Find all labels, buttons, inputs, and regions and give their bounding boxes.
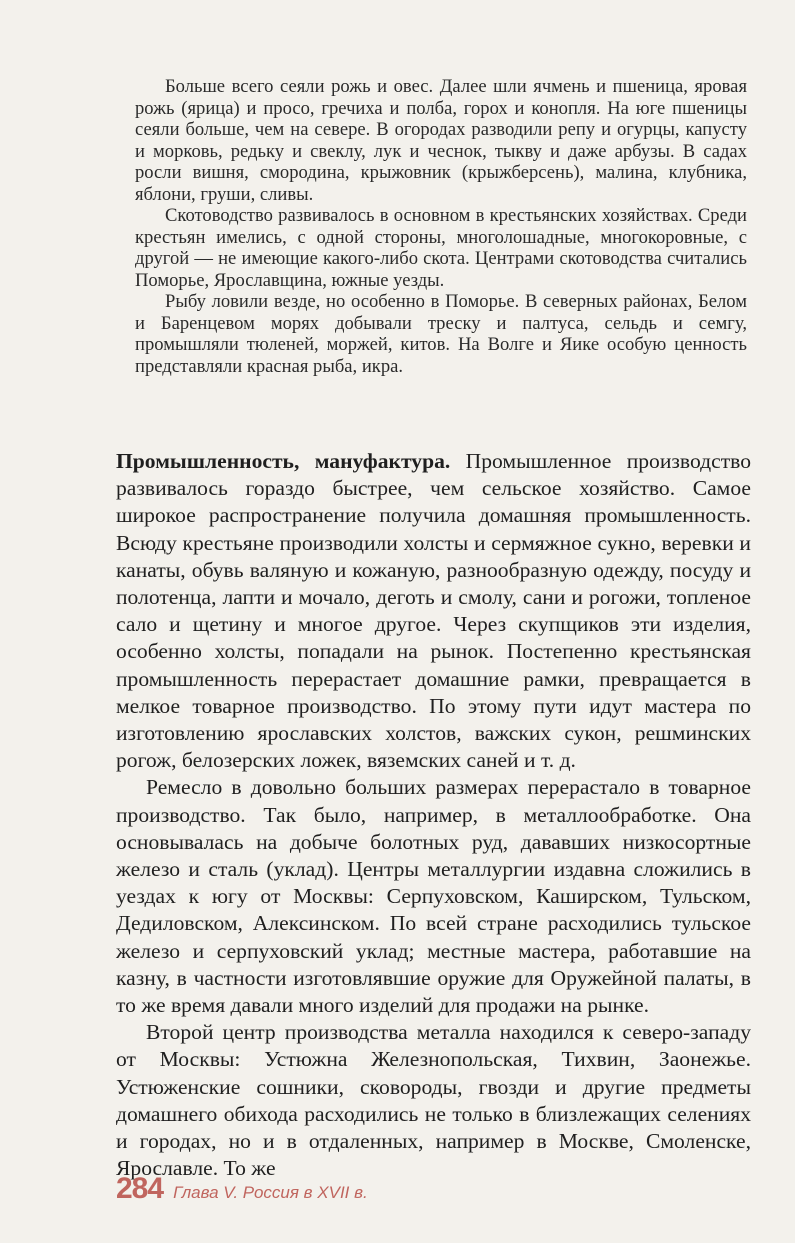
small-print-block xyxy=(135,76,747,377)
paragraph-industry xyxy=(116,448,751,774)
paragraph-second-center: Второй центр производства металла находился к северо-западу от Москвы: Устюжна Железнопольская, Тихвин, Заонежье. Устюженские сошники, сковороды, гвозди и другие предметы домашнего обихода расходились не только в близлежащих селениях и городах, но и в отдаленных, например в Москве, Смоленске, Ярославле. То же xyxy=(116,1020,751,1181)
page-footer xyxy=(116,1172,368,1206)
main-text-block xyxy=(116,448,751,1182)
running-head: Глава V. Россия в XVII в. xyxy=(173,1183,368,1202)
paragraph-fishing: Рыбу ловили везде, но особенно в Поморье. В северных районах, Белом и Баренцевом морях добывали треску и палтуса, сельдь и семгу, промышляли тюленей, моржей, китов. На Волге и Яике особую ценность представляли красная рыба, икра. xyxy=(135,291,747,377)
paragraph-crops: Больше всего сеяли рожь и овес. Далее шли ячмень и пшеница, яровая рожь (ярица) и просо, гречиха и полба, горох и конопля. На юге пшеницы сеяли больше, чем на севере. В огородах разводили репу и огурцы, капусту и морковь, редьку и свеклу, лук и чеснок, тыкву и даже арбузы. В садах росли вишня, смородина, крыжовник (крыжберсень), малина, клубника, яблони, груши, сливы. xyxy=(135,76,747,205)
paragraph-crafts: Ремесло в довольно больших размерах перерастало в товарное производство. Так было, например, в металлообработке. Она основывалась на добыче болотных руд, дававших низкосортные железо и сталь (уклад). Центры металлургии издавна сложились в уездах к югу от Москвы: Серпуховском, Каширском, Тульском, Дедиловском, Алексинском. По всей стране расходились тульское железо и серпуховский уклад; местные мастера, работавшие на казну, в частности изготовлявшие оружие для Оружейной палаты, в то же время давали много изделий для продажи на рынке. xyxy=(116,775,751,1018)
paragraph-livestock: Скотоводство развивалось в основном в крестьянских хозяйствах. Среди крестьян имелись, с одной стороны, многолошадные, многокоровные, с другой — не имеющие какого-либо скота. Центрами скотоводства считались Поморье, Ярославщина, южные уезды. xyxy=(135,205,747,291)
section-heading: Промышленность, мануфактура. xyxy=(116,449,451,473)
page-number: 284 xyxy=(116,1172,164,1205)
paragraph-industry-text: Промышленное производство развивалось гораздо быстрее, чем сельское хозяйство. Самое широкое распространение получила домашняя промышленность. Всюду крестьяне производили холсты и сермяжное сукно, веревки и канаты, обувь валяную и кожаную, разнообразную одежду, посуду и полотенца, лапти и мочало, деготь и смолу, сани и рогожи, топленое сало и щетину и многое другое. Через скупщиков эти изделия, особенно холсты, попадали на рынок. Постепенно крестьянская промышленность перерастает домашние рамки, превращается в мелкое товарное производство. По этому пути идут мастера по изготовлению ярославских холстов, важских сукон, решминских рогож, белозерских ложек, вяземских саней и т. д. xyxy=(116,449,752,773)
